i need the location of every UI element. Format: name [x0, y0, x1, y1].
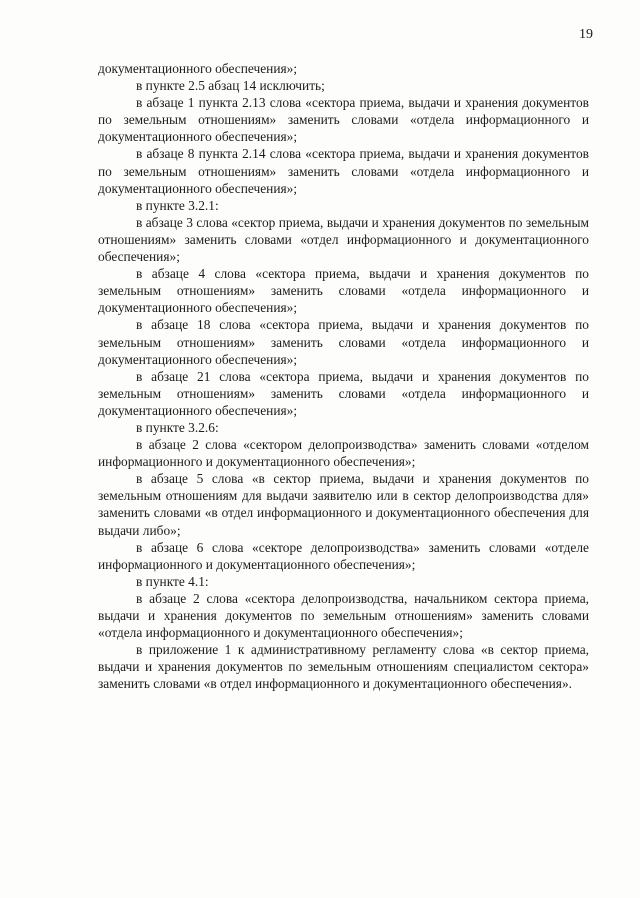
paragraph: в абзаце 5 слова «в сектор приема, выдачи и хранения документов по земельным отношениям для выдачи заявителю или в сектор делопроизводства для» заменить словами «в отдел информационного и документационного обеспечения для выдачи либо»; [98, 471, 589, 538]
paragraph: в пункте 2.5 абзац 14 исключить; [136, 78, 325, 94]
paragraph: документационного обеспечения»; [98, 61, 298, 76]
page-number: 19 [579, 27, 593, 42]
paragraph: в абзаце 8 пункта 2.14 слова «сектора приема, выдачи и хранения документов по земельным отношениям» заменить словами «отдела информационного и документационного обеспечения»; [98, 146, 589, 196]
paragraph: в абзаце 6 слова «секторе делопроизводства» заменить словами «отделе информационного и документационного обеспечения»; [98, 539, 589, 572]
paragraph: в абзаце 1 пункта 2.13 слова «сектора приема, выдачи и хранения документов по земельным отношениям» заменить словами «отдела информационного и документационного обеспечения»; [98, 95, 589, 145]
paragraph: в абзаце 4 слова «сектора приема, выдачи и хранения документов по земельным отношениям» заменить словами «отдела информационного и документационного обеспечения»; [98, 266, 589, 316]
paragraph: в пункте 3.2.1: [136, 197, 219, 213]
document-body [98, 60, 589, 692]
paragraph: в абзаце 18 слова «сектора приема, выдачи и хранения документов по земельным отношениям» заменить словами «отдела информационного и документационного обеспечения»; [98, 317, 589, 367]
paragraph: в пункте 3.2.6: [136, 419, 219, 435]
paragraph: в абзаце 21 слова «сектора приема, выдачи и хранения документов по земельным отношениям» заменить словами «отдела информационного и документационного обеспечения»; [98, 368, 589, 418]
paragraph: в абзаце 3 слова «сектор приема, выдачи и хранения документов по земельным отношениям» заменить словами «отдел информационного и документационного обеспечения»; [98, 214, 589, 265]
paragraph: в абзаце 2 слова «сектора делопроизводства, начальником сектора приема, выдачи и хранения документов по земельным отношениям» заменить словами «отдела информационного и документационного обеспечения»; [98, 590, 589, 641]
paragraph: в абзаце 2 слова «сектором делопроизводства» заменить словами «отделом информационного и документационного обеспечения»; [98, 437, 589, 470]
paragraph: в приложение 1 к административному регламенту слова «в сектор приема, выдачи и хранения документов по земельным отношениям специалистом сектора» заменить словами «в отдел информационного и документационного обеспечения». [98, 642, 589, 692]
paragraph: в пункте 4.1: [136, 573, 209, 589]
